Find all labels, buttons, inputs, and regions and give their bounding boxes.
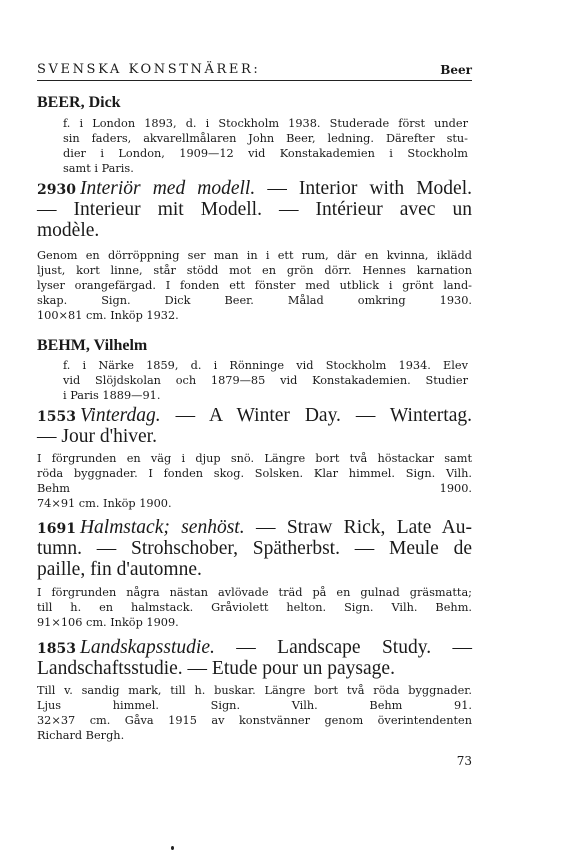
desc-line: röda byggnader. I fonden skog. Solsken. Klar himmel. Sign. Vilh.	[37, 467, 472, 480]
work-title	[37, 637, 472, 679]
bio-line: sin faders, akvarellmålaren John Beer, ledning. Därefter stu-	[63, 132, 468, 145]
catalog-number: 2930	[37, 182, 76, 198]
page-number: 73	[456, 754, 472, 768]
title-line: — Interieur mit Modell. — Intérieur avec un	[37, 199, 472, 220]
desc-line: Behm 1900.	[37, 482, 472, 495]
section-title: SVENSKA KONSTNÄRER:	[37, 62, 261, 77]
title-translation: — A Winter Day. — Wintertag.	[160, 405, 472, 426]
catalog-number: 1853	[37, 641, 76, 657]
desc-line: lyser orangefärgad. I fonden ett fönster med utblick i grönt land-	[37, 279, 472, 292]
desc-line: ljust, kort linne, står stödd mot en grön dörr. Hennes karnation	[37, 264, 472, 277]
desc-line: I förgrunden en väg i djup snö. Längre bort två höstackar samt	[37, 452, 472, 465]
work-description	[37, 248, 472, 323]
title-translation: — Interior with Model.	[255, 178, 472, 199]
catalog-number: 1553	[37, 409, 76, 425]
desc-line: Till v. sandig mark, till h. buskar. Längre bort två röda byggnader.	[37, 684, 472, 697]
title-line: Landschaftsstudie. — Etude pour un paysage.	[37, 658, 395, 679]
catalog-number: 1691	[37, 521, 76, 537]
desc-line: 100×81 cm. Inköp 1932.	[37, 309, 179, 322]
bio-line: f. i Närke 1859, d. i Rönninge vid Stockholm 1934. Elev	[63, 359, 468, 372]
running-header	[37, 62, 472, 81]
work-description	[37, 451, 472, 511]
work-description	[37, 683, 472, 743]
title-swedish: Halmstack; senhöst.	[79, 517, 245, 538]
work-title	[37, 405, 472, 447]
artist-bio	[63, 358, 468, 403]
desc-line: Ljus himmel. Sign. Vilh. Behm 91.	[37, 699, 472, 712]
desc-line: 32×37 cm. Gåva 1915 av konstvänner genom överintendenten	[37, 714, 472, 727]
bio-line: f. i London 1893, d. i Stockholm 1938. Studerade först under	[63, 117, 468, 130]
artist-bio	[63, 116, 468, 176]
bio-line: dier i London, 1909—12 vid Konstakademien i Stockholm	[63, 147, 468, 160]
bio-line: i Paris 1889—91.	[63, 389, 161, 402]
artist-heading: BEER, Dick	[37, 94, 121, 111]
ink-speck	[171, 846, 174, 850]
desc-line: till h. en halmstack. Gråviolett helton. Sign. Vilh. Behm.	[37, 601, 472, 614]
title-swedish: Landskapsstudie.	[79, 637, 215, 658]
desc-line: 74×91 cm. Inköp 1900.	[37, 497, 172, 510]
work-title	[37, 517, 472, 580]
running-head-name: Beer	[440, 63, 472, 77]
title-swedish: Interiör med modell.	[79, 178, 256, 199]
title-translation: — Landscape Study. —	[214, 637, 472, 658]
bio-line: vid Slöjdskolan och 1879—85 vid Konstakademien. Studier	[63, 374, 468, 387]
title-line: tumn. — Strohschober, Spätherbst. — Meule de	[37, 538, 472, 559]
title-line: — Jour d'hiver.	[37, 426, 157, 447]
work-title	[37, 178, 472, 241]
desc-line: skap. Sign. Dick Beer. Målad omkring 1930.	[37, 294, 472, 307]
work-description	[37, 585, 472, 630]
title-swedish: Vinterdag.	[79, 405, 161, 426]
desc-line: 91×106 cm. Inköp 1909.	[37, 616, 179, 629]
title-translation: — Straw Rick, Late Au-	[244, 517, 472, 538]
desc-line: I förgrunden några nästan avlövade träd på en gulnad gräsmatta;	[37, 586, 472, 599]
title-line: modèle.	[37, 220, 100, 241]
desc-line: Genom en dörröppning ser man in i ett rum, där en kvinna, iklädd	[37, 249, 472, 262]
bio-line: samt i Paris.	[63, 162, 134, 175]
title-line: paille, fin d'automne.	[37, 559, 202, 580]
desc-line: Richard Bergh.	[37, 729, 125, 742]
artist-heading: BEHM, Vilhelm	[37, 337, 148, 354]
